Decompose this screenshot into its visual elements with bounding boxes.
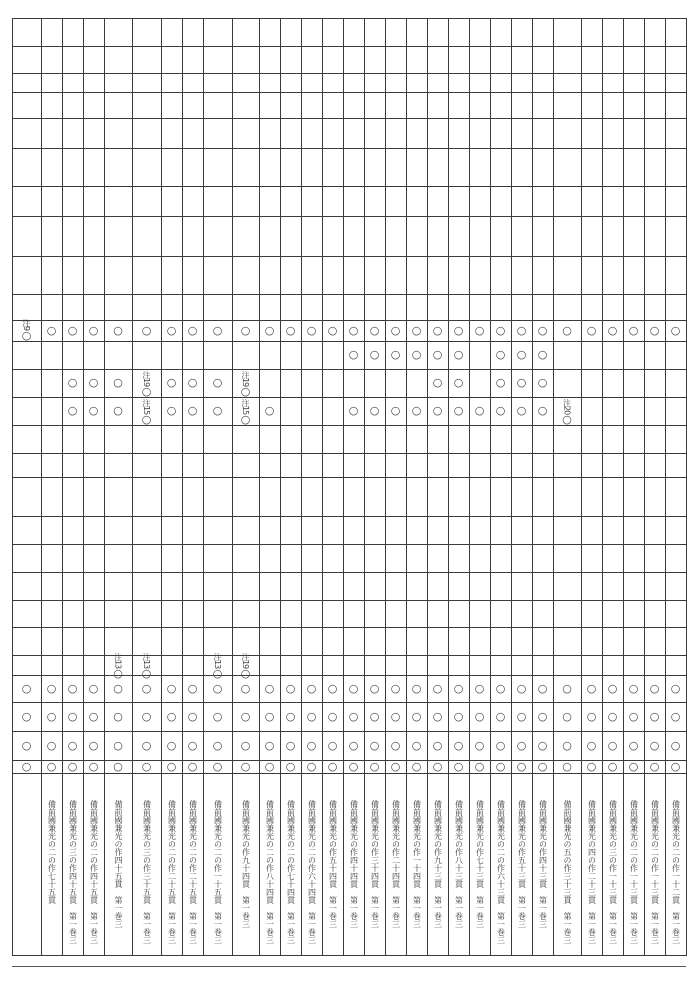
row-rule — [12, 92, 687, 93]
column-rule — [448, 18, 449, 956]
column-rule — [469, 18, 470, 956]
check-mark: ○ — [432, 404, 443, 417]
check-mark: ○ — [212, 323, 223, 337]
check-mark: ○ — [88, 681, 99, 695]
check-mark: ○ — [453, 681, 464, 695]
check-mark: ○ — [453, 404, 464, 417]
check-mark: ○ — [187, 738, 198, 752]
check-mark: ○ — [240, 323, 251, 337]
row-rule — [12, 453, 687, 454]
check-mark: ○ — [432, 348, 443, 361]
check-mark: ○ — [212, 759, 223, 773]
check-mark: ○ — [628, 681, 639, 695]
check-mark: ○ — [187, 759, 198, 773]
column-label: 備前國兼光の二の作一十二貫 第一巻三 — [671, 800, 681, 944]
check-mark: ○ — [670, 759, 681, 773]
column-rule — [532, 18, 533, 956]
check-mark: ○ — [348, 681, 359, 695]
check-mark: ○ — [88, 376, 99, 389]
row-rule — [12, 73, 687, 74]
check-mark: ○ — [586, 738, 597, 752]
annotated-mark: 注19 ○ — [141, 371, 152, 399]
row-rule — [12, 702, 687, 703]
check-mark: ○ — [628, 323, 639, 337]
check-mark: ○ — [516, 709, 527, 723]
check-mark: ○ — [141, 681, 152, 695]
check-mark: ○ — [166, 709, 177, 723]
row-rule — [12, 516, 687, 517]
check-mark: ○ — [113, 404, 123, 417]
row-rule — [12, 216, 687, 217]
column-label: 備前國兼光の作四十三貫 第一巻三 — [538, 800, 548, 928]
check-mark: ○ — [212, 738, 223, 752]
column-rule — [62, 18, 63, 956]
column-label: 備前國兼光の五の作三十三貫 第一巻三 — [563, 800, 572, 944]
annotated-mark: 注13 ○ — [141, 653, 152, 681]
check-mark: ○ — [285, 759, 296, 773]
check-mark: ○ — [369, 759, 380, 773]
check-mark: ○ — [67, 376, 78, 389]
column-label: 備前國兼光の作五十三貫 第一巻三 — [517, 800, 527, 928]
check-mark: ○ — [562, 323, 572, 337]
check-mark: ○ — [628, 738, 639, 752]
column-label: 備前國兼光の三の作四十五貫 第一巻三 — [68, 800, 78, 944]
check-mark: ○ — [166, 323, 177, 337]
check-mark: ○ — [411, 709, 422, 723]
check-mark: ○ — [537, 376, 548, 389]
check-mark: ○ — [67, 404, 78, 417]
check-mark: ○ — [369, 709, 380, 723]
column-label: 備前國兼光の作一十四貫 第一巻三 — [412, 800, 422, 928]
check-mark: ○ — [348, 404, 359, 417]
check-mark: ○ — [264, 759, 275, 773]
check-mark: ○ — [495, 323, 506, 337]
check-mark: ○ — [390, 348, 401, 361]
check-mark: ○ — [586, 323, 597, 337]
check-mark: ○ — [187, 404, 198, 417]
check-mark: ○ — [607, 738, 618, 752]
check-mark: ○ — [369, 681, 380, 695]
check-mark: ○ — [537, 404, 548, 417]
column-label: 備前國兼光の二の作一十五貫 第一巻三 — [213, 800, 223, 944]
check-mark: ○ — [474, 323, 485, 337]
column-rule — [280, 18, 281, 956]
check-mark: ○ — [327, 709, 338, 723]
check-mark: ○ — [537, 681, 548, 695]
check-mark: ○ — [240, 759, 251, 773]
check-mark: ○ — [327, 323, 338, 337]
check-mark: ○ — [649, 709, 660, 723]
check-mark: ○ — [306, 738, 317, 752]
check-mark: ○ — [586, 681, 597, 695]
check-mark: ○ — [607, 323, 618, 337]
check-mark: ○ — [516, 681, 527, 695]
check-mark: ○ — [670, 323, 681, 337]
column-rule — [644, 18, 645, 956]
check-mark: ○ — [348, 323, 359, 337]
row-rule — [12, 118, 687, 119]
column-rule — [665, 18, 666, 956]
check-mark: ○ — [285, 738, 296, 752]
check-mark: ○ — [212, 376, 223, 389]
check-mark: ○ — [67, 738, 78, 752]
row-rule — [12, 148, 687, 149]
check-mark: ○ — [327, 759, 338, 773]
column-label: 備前國兼光の二の作七十四貫 第一巻三 — [286, 800, 296, 944]
check-mark: ○ — [212, 681, 223, 695]
column-rule — [602, 18, 603, 956]
check-mark: ○ — [607, 681, 618, 695]
check-mark: ○ — [46, 738, 57, 752]
check-mark: ○ — [369, 738, 380, 752]
column-rule — [490, 18, 491, 956]
check-mark: ○ — [21, 709, 32, 723]
check-mark: ○ — [113, 323, 123, 337]
check-mark: ○ — [390, 323, 401, 337]
column-rule — [12, 18, 13, 956]
check-mark: ○ — [264, 404, 275, 417]
check-mark: ○ — [88, 709, 99, 723]
column-label: 備前國兼光の三の作三十五貫 第一巻三 — [142, 800, 152, 944]
check-mark: ○ — [212, 709, 223, 723]
check-mark: ○ — [113, 376, 123, 389]
column-label: 備前國兼光の作三十四貫 第一巻三 — [370, 800, 380, 928]
column-label: 備前國兼光の作二十四貫 第一巻三 — [391, 800, 401, 928]
check-mark: ○ — [285, 681, 296, 695]
check-mark: ○ — [141, 759, 152, 773]
column-label: 備前國兼光の二の作四十五貫 第一巻三 — [89, 800, 99, 944]
column-rule — [623, 18, 624, 956]
column-label: 備前國兼光の二の作二十五貫 第一巻三 — [167, 800, 177, 944]
check-mark: ○ — [369, 348, 380, 361]
check-mark: ○ — [411, 323, 422, 337]
check-mark: ○ — [432, 376, 443, 389]
column-label: 備前國兼光の二の作一十三貫 第一巻三 — [650, 800, 660, 944]
check-mark: ○ — [285, 709, 296, 723]
check-mark: ○ — [187, 376, 198, 389]
column-rule — [581, 18, 582, 956]
check-mark: ○ — [562, 759, 572, 773]
row-rule — [12, 186, 687, 187]
check-mark: ○ — [113, 681, 123, 695]
column-rule — [553, 18, 554, 956]
row-rule — [12, 572, 687, 573]
column-label: 備前國兼光の二の作一十三貫 第一巻三 — [629, 800, 639, 944]
row-rule — [12, 627, 687, 628]
column-rule — [83, 18, 84, 956]
check-mark: ○ — [285, 323, 296, 337]
check-mark: ○ — [113, 738, 123, 752]
check-mark: ○ — [141, 738, 152, 752]
check-mark: ○ — [474, 681, 485, 695]
check-mark: ○ — [264, 681, 275, 695]
row-rule — [12, 955, 687, 956]
check-mark: ○ — [649, 759, 660, 773]
check-mark: ○ — [432, 323, 443, 337]
column-rule — [343, 18, 344, 956]
check-mark: ○ — [166, 759, 177, 773]
check-mark: ○ — [586, 709, 597, 723]
check-mark: ○ — [166, 738, 177, 752]
column-label: 備前國兼光の二の作七十五貫 — [47, 800, 57, 904]
check-mark: ○ — [453, 709, 464, 723]
check-mark: ○ — [264, 738, 275, 752]
check-mark: ○ — [88, 404, 99, 417]
check-mark: ○ — [46, 323, 57, 337]
check-mark: ○ — [327, 681, 338, 695]
row-rule — [12, 600, 687, 601]
check-mark: ○ — [474, 759, 485, 773]
check-mark: ○ — [264, 709, 275, 723]
check-mark: ○ — [390, 404, 401, 417]
check-mark: ○ — [453, 759, 464, 773]
column-rule — [41, 18, 42, 956]
check-mark: ○ — [432, 681, 443, 695]
row-rule — [12, 46, 687, 47]
column-label: 備前國兼光の二の作八十四貫 第一巻三 — [265, 800, 275, 944]
check-mark: ○ — [166, 404, 177, 417]
check-mark: ○ — [516, 404, 527, 417]
check-mark: ○ — [495, 376, 506, 389]
column-rule — [132, 18, 133, 956]
check-mark: ○ — [46, 709, 57, 723]
check-mark: ○ — [649, 323, 660, 337]
check-mark: ○ — [495, 681, 506, 695]
check-mark: ○ — [369, 323, 380, 337]
check-mark: ○ — [327, 738, 338, 752]
check-mark: ○ — [369, 404, 380, 417]
check-mark: ○ — [21, 759, 32, 773]
check-mark: ○ — [516, 759, 527, 773]
check-mark: ○ — [240, 681, 251, 695]
check-mark: ○ — [46, 681, 57, 695]
check-mark: ○ — [453, 348, 464, 361]
column-label: 備前國兼光の作八十三貫 第一巻三 — [454, 800, 464, 928]
check-mark: ○ — [141, 323, 152, 337]
column-rule — [364, 18, 365, 956]
check-mark: ○ — [537, 709, 548, 723]
check-mark: ○ — [21, 738, 32, 752]
row-rule — [12, 397, 687, 398]
check-mark: ○ — [495, 709, 506, 723]
row-rule — [12, 731, 687, 732]
check-mark: ○ — [628, 709, 639, 723]
check-mark: ○ — [495, 348, 506, 361]
column-label: 備前國兼光の作九十三貫 第一巻三 — [433, 800, 443, 928]
check-mark: ○ — [187, 323, 198, 337]
check-mark: ○ — [141, 709, 152, 723]
check-mark: ○ — [411, 404, 422, 417]
row-rule — [12, 425, 687, 426]
column-rule — [511, 18, 512, 956]
row-rule — [12, 369, 687, 370]
check-mark: ○ — [586, 759, 597, 773]
check-mark: ○ — [67, 759, 78, 773]
check-mark: ○ — [607, 759, 618, 773]
annotated-mark: 注15 ○ — [240, 399, 251, 427]
check-mark: ○ — [187, 681, 198, 695]
check-mark: ○ — [390, 681, 401, 695]
annotated-mark: 注9 ○ — [21, 318, 32, 342]
column-rule — [182, 18, 183, 956]
check-mark: ○ — [537, 348, 548, 361]
check-mark: ○ — [166, 681, 177, 695]
column-rule — [232, 18, 233, 956]
check-mark: ○ — [670, 709, 681, 723]
column-rule — [385, 18, 386, 956]
row-rule — [12, 256, 687, 257]
check-mark: ○ — [88, 759, 99, 773]
check-mark: ○ — [474, 738, 485, 752]
check-mark: ○ — [240, 738, 251, 752]
check-mark: ○ — [306, 709, 317, 723]
check-mark: ○ — [432, 738, 443, 752]
check-mark: ○ — [607, 709, 618, 723]
row-rule — [12, 341, 687, 342]
check-mark: ○ — [411, 759, 422, 773]
row-rule — [12, 320, 687, 321]
check-mark: ○ — [411, 738, 422, 752]
check-mark: ○ — [348, 709, 359, 723]
column-rule — [203, 18, 204, 956]
column-rule — [686, 18, 687, 956]
column-label: 備前國兼光の作五十四貫 第一巻三 — [328, 800, 338, 928]
check-mark: ○ — [516, 323, 527, 337]
check-mark: ○ — [212, 404, 223, 417]
check-mark: ○ — [628, 759, 639, 773]
check-mark: ○ — [537, 738, 548, 752]
annotated-mark: 注20 ○ — [562, 399, 572, 427]
column-rule — [427, 18, 428, 956]
check-mark: ○ — [537, 323, 548, 337]
check-mark: ○ — [432, 759, 443, 773]
check-mark: ○ — [166, 376, 177, 389]
check-mark: ○ — [649, 681, 660, 695]
check-mark: ○ — [453, 738, 464, 752]
column-rule — [322, 18, 323, 956]
annotated-mark: 注19 ○ — [240, 371, 251, 399]
check-mark: ○ — [649, 738, 660, 752]
check-mark: ○ — [187, 709, 198, 723]
column-rule — [301, 18, 302, 956]
check-mark: ○ — [537, 759, 548, 773]
column-label: 備前國兼光の二の作六十四貫 第一巻三 — [307, 800, 317, 944]
column-label: 備前國兼光の作七十三貫 第一巻三 — [475, 800, 485, 928]
check-mark: ○ — [670, 738, 681, 752]
check-mark: ○ — [113, 709, 123, 723]
row-rule — [12, 18, 687, 19]
column-label: 備前國兼光の作四十五貫 第一巻三 — [114, 800, 123, 928]
check-mark: ○ — [306, 759, 317, 773]
check-mark: ○ — [495, 738, 506, 752]
column-rule — [406, 18, 407, 956]
check-mark: ○ — [474, 709, 485, 723]
check-mark: ○ — [670, 681, 681, 695]
check-mark: ○ — [348, 759, 359, 773]
check-mark: ○ — [67, 709, 78, 723]
column-label: 備前國兼光の二の作二十五貫 第一巻三 — [188, 800, 198, 944]
check-mark: ○ — [67, 323, 78, 337]
annotated-mark: 注19 ○ — [240, 653, 251, 681]
check-mark: ○ — [516, 738, 527, 752]
check-mark: ○ — [411, 681, 422, 695]
row-rule — [12, 544, 687, 545]
column-label: 備前國兼光の二の作六十三貫 第一巻三 — [496, 800, 506, 944]
check-mark: ○ — [453, 323, 464, 337]
check-mark: ○ — [113, 759, 123, 773]
check-mark: ○ — [390, 759, 401, 773]
check-mark: ○ — [306, 681, 317, 695]
check-mark: ○ — [562, 738, 572, 752]
bottom-rule — [12, 966, 686, 967]
column-label: 備前國兼光の作九十四貫 第一巻三 — [241, 800, 251, 928]
check-mark: ○ — [453, 376, 464, 389]
check-mark: ○ — [411, 348, 422, 361]
column-label: 備前國兼光の四の作二十三貫 第一巻三 — [587, 800, 597, 944]
column-label: 備前國兼光の作四十四貫 第一巻三 — [349, 800, 359, 928]
check-mark: ○ — [495, 759, 506, 773]
column-rule — [161, 18, 162, 956]
column-rule — [104, 18, 105, 956]
check-mark: ○ — [88, 738, 99, 752]
check-mark: ○ — [67, 681, 78, 695]
column-rule — [259, 18, 260, 956]
check-mark: ○ — [240, 709, 251, 723]
check-mark: ○ — [264, 323, 275, 337]
annotated-mark: 注13 ○ — [113, 653, 123, 681]
annotated-mark: 注15 ○ — [141, 399, 152, 427]
check-mark: ○ — [562, 709, 572, 723]
row-rule — [12, 294, 687, 295]
check-mark: ○ — [474, 404, 485, 417]
annotated-mark: 注13 ○ — [212, 653, 223, 681]
check-mark: ○ — [88, 323, 99, 337]
check-mark: ○ — [390, 738, 401, 752]
check-mark: ○ — [21, 681, 32, 695]
row-rule — [12, 477, 687, 478]
check-mark: ○ — [516, 376, 527, 389]
check-mark: ○ — [348, 348, 359, 361]
check-mark: ○ — [562, 681, 572, 695]
check-mark: ○ — [495, 404, 506, 417]
check-mark: ○ — [516, 348, 527, 361]
check-mark: ○ — [432, 709, 443, 723]
check-mark: ○ — [306, 323, 317, 337]
check-mark: ○ — [390, 709, 401, 723]
check-mark: ○ — [348, 738, 359, 752]
column-label: 備前國兼光の三の作一十三貫 第一巻三 — [608, 800, 618, 944]
check-mark: ○ — [46, 759, 57, 773]
